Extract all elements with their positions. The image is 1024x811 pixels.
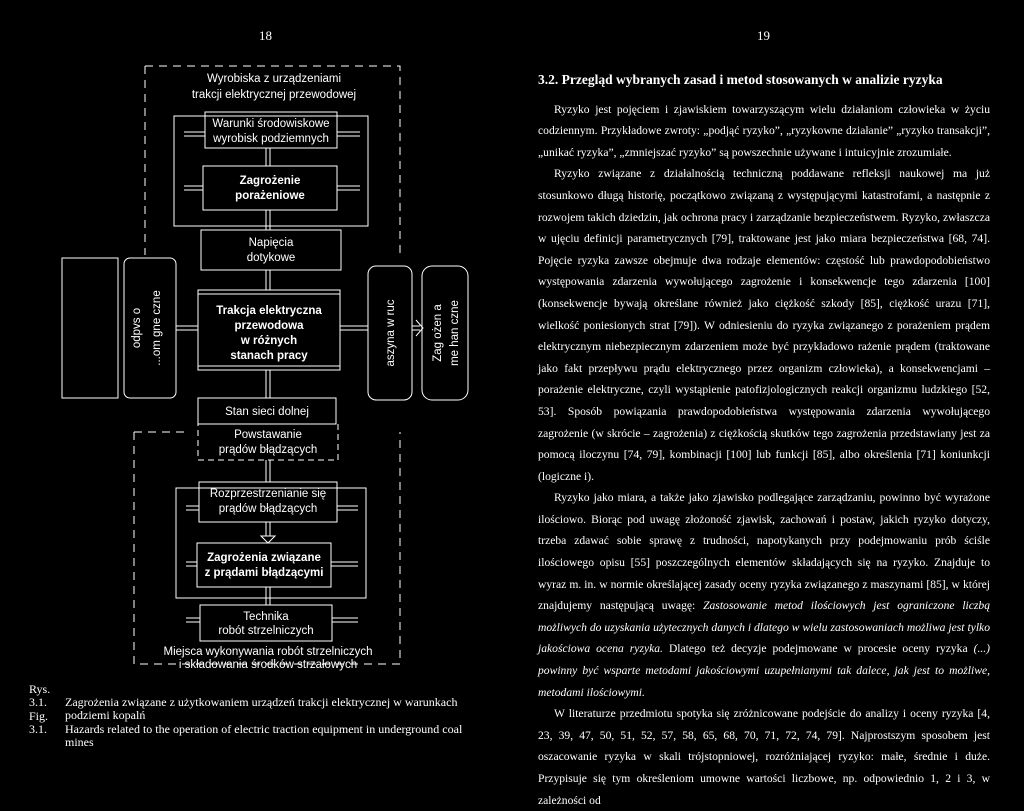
outer-title-line1: Wyrobiska z urządzeniami <box>206 73 342 85</box>
side-box-left-outer <box>62 258 118 398</box>
paragraph-2: Ryzyko związane z działalnością techniczną poddawane refleksji naukowej ma już stosunkowo długą historię, początkowo związaną z występującymi katastrofami, a następnie z rozwojem takich dziedzin, jak ochrona pracy i zarządzanie bezpieczeństwem. Ryzyko, zwłaszcza w ujęciu definicji parametrycznych [79], traktowane jest jako miara bezpieczeństwa [68, 74]. Pojęcie ryzyka zawsze obejmuje dwa rodzaje elementów: częstość lub prawdopodobieństwo występowania zdarzenia wywołującego zagrożenie i konsekwencje tego zdarzenia [100] (konsekwencje bywają określane również jako ciężkość szkody [85], ciężkość urazu [71], wielkość poniesionych strat [79]). W odniesieniu do ryzyka związanego z porażeniem prądem elektrycznym niebezpiecznym zdarzeniem może być przykładowo rażenie prądem (traktowane jako fakt przepływu prądu elektrycznego przez organizm człowieka), a konsekwencjami – porażenie elektryczne, czyli wystąpienie patofizjologicznych reakcji organizmu ludzkiego [52, 53]. Sposób powiązania prawdopodobieństwa występowania zdarzenia wywołującego zagrożenie (w skrócie – zagrożenia) z ciężkością skutków tego zagrożenia przedstawiany jest za pomocą iloczynu [74, 79], kombinacji [100] lub funkcji [85], albo określenia [71] koniunkcji (logiczne i). <box>538 167 990 483</box>
box-traction-line2: przewodowa <box>234 320 304 332</box>
box-stray-hazard-line2: z prądami błądzącymi <box>204 567 324 579</box>
box-stray-hazard-line1: Zagrożenia związane <box>207 552 321 564</box>
paragraph-3-c: Dlatego też decyzje podejmowane w procesie oceny ryzyka <box>668 642 968 656</box>
box-environment-line1: Warunki środowiskowe <box>212 118 330 130</box>
caption-pl-label: Rys. 3.1. <box>29 682 51 709</box>
box-environment-line2: wyrobisk podziemnych <box>213 133 329 145</box>
right-page-body <box>538 69 990 811</box>
side-box-mechanical <box>422 266 468 400</box>
caption-pl-text1: Zagrożenia związane z użytkowaniem urządzeń trakcji elektrycznej w warunkach <box>65 695 458 709</box>
paragraph-1: Ryzyko jest pojęciem i zjawiskiem towarzyszącym wielu działaniom człowieka w życiu codziennym. Przykładowe zwroty: „podjąć ryzyko”, „ryzykowne działanie” „ryzyko transakcji”, „unikać ryzyka”, „zmniejszać ryzyko” są powszechnie używane i intuicyjnie zrozumiałe. <box>538 102 990 159</box>
figure-caption-en <box>29 710 462 749</box>
box-electric-shock-line2: porażeniowe <box>235 190 305 202</box>
hazard-flow-diagram <box>0 0 520 690</box>
side-left-text1: odpvs o <box>131 307 143 349</box>
box-traction-line3: w różnych <box>240 335 298 347</box>
paragraph-4: W literaturze przedmiotu spotyka się zróżnicowane podejście do analizy i oceny ryzyka [4, 23, 39, 47, 50, 51, 52, 57, 58, 65, 68, 70, 71, 72, 74, 79]. Najprostszym sposobem jest oszacowanie ryzyka w skali trójstopniowej, rozróżniającej ryzyko: małe, średnie i duże. Przypisuje się tym określeniom umowne wartości liczbowe, np. odpowiednio 1, 2 i 3, w zależności od <box>538 707 990 807</box>
section-heading: 3.2. Przegląd wybranych zasad i metod stosowanych w analizie ryzyka <box>538 72 943 87</box>
box-stray-gen-line1: Powstawanie <box>234 429 302 441</box>
right-page-number: 19 <box>757 28 770 43</box>
outer-title-line2: trakcji elektrycznej przewodowej <box>191 89 357 101</box>
box-stray-gen-line2: prądów błądzących <box>218 444 318 456</box>
box-traction-line4: stanach pracy <box>230 350 308 362</box>
side-left-text2: ...om gne czne <box>151 290 163 366</box>
box-touch-voltage-line1: Napięcia <box>248 237 294 249</box>
box-electric-shock <box>203 166 337 210</box>
box-traction-line1: Trakcja elektryczna <box>216 305 322 317</box>
box-touch-voltage <box>201 230 341 270</box>
box-electric-shock-line1: Zagrożenie <box>239 175 301 187</box>
side-mech-text1: Zag ożen a <box>432 304 444 362</box>
caption-en-label: Fig. 3.1. <box>29 709 49 736</box>
box-touch-voltage-line2: dotykowe <box>246 252 296 264</box>
box-stray-current-hazard <box>197 543 331 587</box>
caption-pl-text2: podziemi kopalń <box>65 708 146 722</box>
side-machine-text: aszyna w ruc <box>385 299 397 367</box>
box-stray-spread-line2: prądów błądzących <box>218 503 318 515</box>
bottom-label-line2: i składowania środków strzałowych <box>178 659 358 671</box>
paragraph-3-quote2: (...) powinny być wsparte metodami jakościowymi uzupełnianymi tak dalece, jak jest to możliwe, metodami ilościowymi. <box>538 642 990 699</box>
box-lower-network-label: Stan sieci dolnej <box>225 406 309 418</box>
box-stray-spread-line1: Rozprzestrzenianie się <box>209 488 327 500</box>
left-page-number: 18 <box>259 28 272 43</box>
caption-en-text2: mines <box>65 735 94 749</box>
paragraph-3 <box>538 487 990 703</box>
paragraph-3-a: Ryzyko jako miara, a także jako zjawisko podlegające zarządzaniu, powinno być wyrażone ilościowo. Biorąc pod uwagę złożoność zjawisk, zachowań i postaw, jakich ryzyko dotyczy, trzeba zdawać sobie sprawę z trudności, napotykanych przy podejmowaniu prób ściśle ilościowego opisu [55] poszczególnych elementów składających się na ryzyko. Znajduje to wyraz m. in. w normie określającej zasady oceny ryzyka związanego z maszynami [85], w której znajdujemy następującą uwagę: <box>538 491 990 613</box>
paragraph-3-quote: Zastosowanie metod ilościowych jest ograniczone liczbą możliwych do uzyskania użytecznych danych i dlatego w wielu zastosowaniach możliwa jest tylko jakościowa ocena ryzyka. <box>538 599 991 656</box>
bottom-label-line1: Miejsca wykonywania robót strzelniczych <box>163 646 373 658</box>
box-blasting-line2: robót strzelniczych <box>218 625 314 637</box>
box-blasting-line1: Technika <box>243 611 289 623</box>
side-mech-text2: me han czne <box>449 300 461 366</box>
caption-en-text1: Hazards related to the operation of electric traction equipment in underground coal <box>65 722 463 736</box>
